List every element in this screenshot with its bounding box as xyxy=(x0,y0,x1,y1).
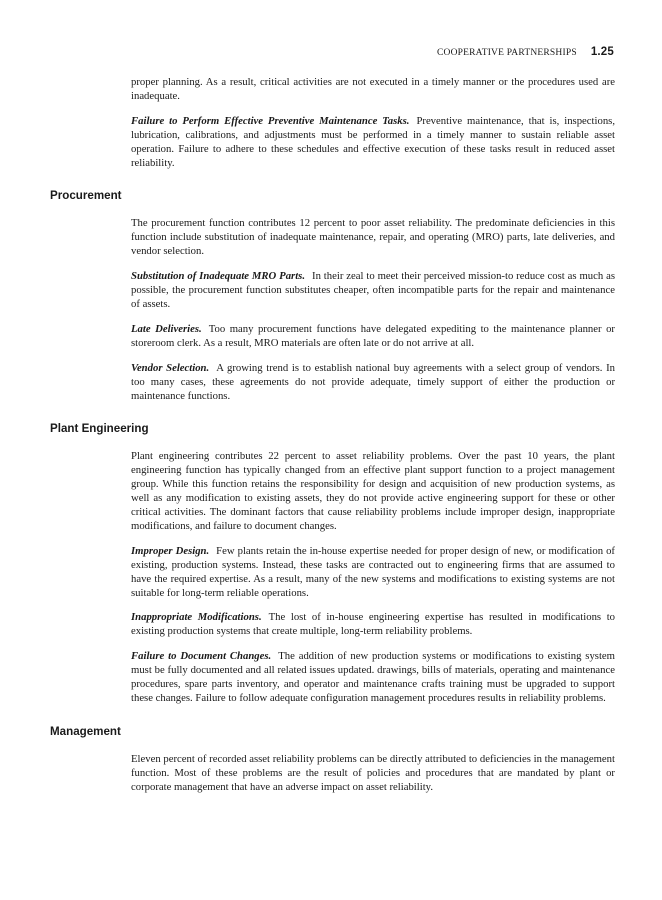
running-header xyxy=(0,46,614,58)
late-deliveries-paragraph xyxy=(131,323,615,351)
inappropriate-modifications-paragraph xyxy=(131,611,615,639)
procurement-intro-paragraph: The procurement function contributes 12 percent to poor asset reliability. The predominate deficiencies in this function include substitution of inadequate maintenance, repair, and operating (MRO) parts, late deliveries, and vendor selection. xyxy=(131,217,615,258)
run-in-heading: Late Deliveries. xyxy=(131,322,202,335)
pm-tasks-paragraph xyxy=(131,115,615,171)
run-in-heading: Substitution of Inadequate MRO Parts. xyxy=(131,270,306,283)
paragraph-text: A growing trend is to establish national buy agreements with a select group of vendors. In too many cases, these agreements do not provide adequate, timely support of either the production or maintenance functions. xyxy=(131,361,615,402)
run-in-heading: Inappropriate Modifications. xyxy=(131,611,262,624)
run-in-heading: Failure to Document Changes. xyxy=(131,650,272,663)
run-in-heading: Vendor Selection. xyxy=(131,361,210,374)
page-body xyxy=(0,76,662,795)
heading-procurement: Procurement xyxy=(50,189,122,203)
run-in-heading: Improper Design. xyxy=(131,544,210,557)
paragraph-text: The lost of in-house engineering expertise has resulted in modifications to existing production systems that create multiple, long-term reliability problems. xyxy=(131,611,616,638)
intro-paragraph: proper planning. As a result, critical activities are not executed in a timely manner or the procedures used are inadequate. xyxy=(131,76,615,102)
heading-plant-engineering: Plant Engineering xyxy=(50,422,149,436)
paragraph-text: Preventive maintenance, that is, inspections, lubrication, calibrations, and adjustments must be performed in a timely manner to sustain reliable asset operation. Failure to adhere to these schedules and effective execution of these tasks result in reduced asset reliability. xyxy=(131,114,615,169)
paragraph-text: The addition of new production systems or modifications to existing system must be fully documented and all related issues updated. drawings, bills of materials, operating and maintenance procedures, spare parts inventory, and operator and maintenance crafts training must be upgraded to support these changes. Failure to follow adequate configuration management procedures results in reliability problems. xyxy=(131,650,615,704)
paragraph-text: In their zeal to meet their perceived mission-to reduce cost as much as possible, the procurement function substitutes cheaper, often incompatible parts for the repair and maintenance of assets. xyxy=(131,270,616,310)
improper-design-paragraph xyxy=(131,545,615,601)
mro-parts-paragraph xyxy=(131,270,615,312)
vendor-selection-paragraph xyxy=(131,362,615,404)
heading-management: Management xyxy=(50,724,121,738)
section-title: COOPERATIVE PARTNERSHIPS xyxy=(437,48,577,58)
page-number: 1.25 xyxy=(590,46,614,58)
paragraph-text: Too many procurement functions have delegated expediting to the maintenance planner or storeroom clerk. As a result, MRO materials are often late or do not arrive at all. xyxy=(131,322,615,349)
management-intro-paragraph: Eleven percent of recorded asset reliability problems can be directly attributed to deficiencies in the management function. Most of these problems are the result of policies and procedures that are mandated by plant or corporate management that have an adverse impact on asset reliability. xyxy=(131,752,615,793)
paragraph-text: Few plants retain the in-house expertise needed for proper design of new, or modification of existing, production systems. Instead, these tasks are contracted out to engineering firms that are assumed to have the required expertise. As a result, many of the new systems and modifications to existing systems are not suitable for long-term reliable operations. xyxy=(131,544,615,599)
document-changes-paragraph xyxy=(131,650,615,706)
plant-engineering-intro-paragraph: Plant engineering contributes 22 percent to asset reliability problems. Over the past 10 years, the plant engineering function has typically changed from an effective plant support function to a project management group. While this function retains the responsibility for design and acquisition of new production systems, as well as any modification to existing assets, they do not provide active engineering support for these or other critical activities. The dominant factors that cause reliability problems include improper design, inappropriate modifications, and failure to document changes. xyxy=(131,450,615,532)
run-in-heading: Failure to Perform Effective Preventive Maintenance Tasks. xyxy=(131,114,410,127)
